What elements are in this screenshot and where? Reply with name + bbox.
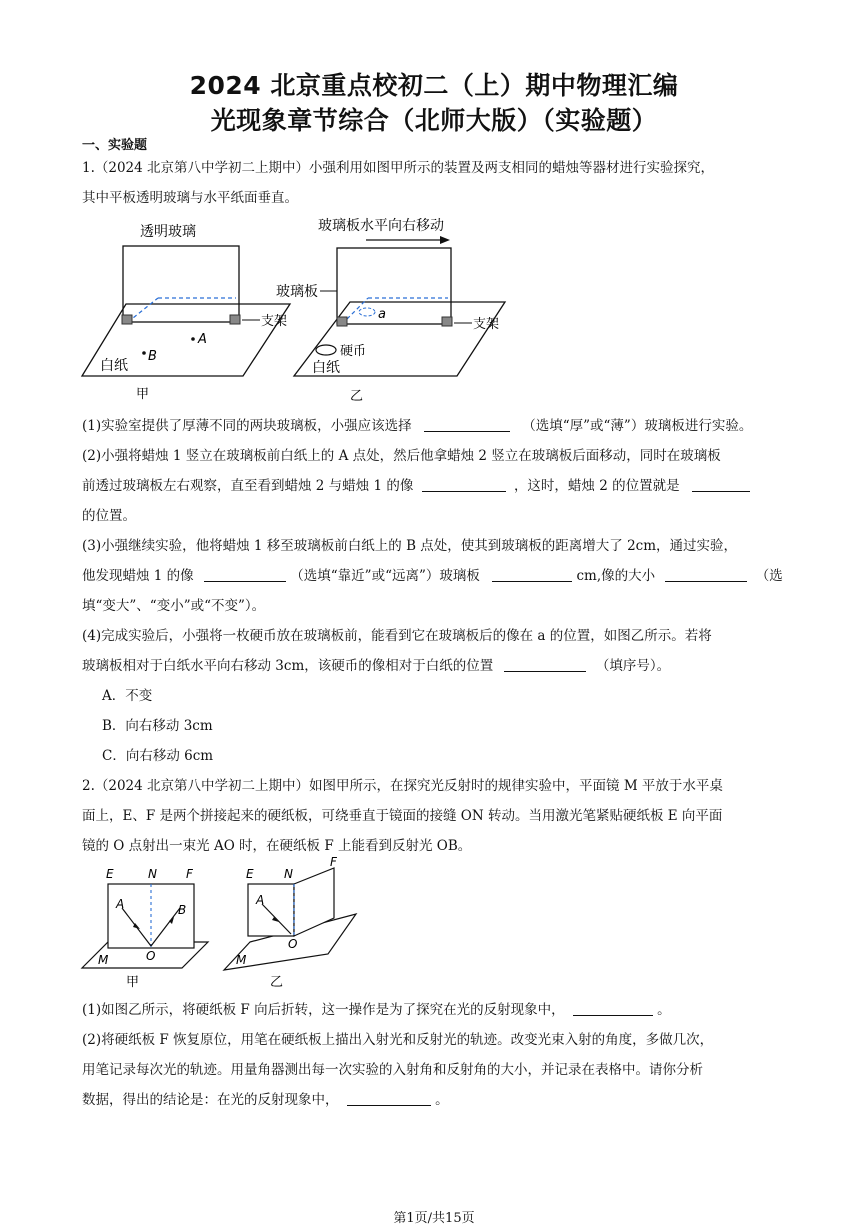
q1-part3-line1: (3)小强继续实验，他将蜡烛 1 移至玻璃板前白纸上的 B 点处，使其到玻璃板的距离增大了 2cm，通过实验，	[82, 538, 738, 554]
cardboard-e-shape	[248, 884, 294, 936]
q2-intro-line2: 面上，E、F 是两个拼接起来的硬纸板，可绕垂直于镜面的接缝 ON 转动。当用激光笔紧贴硬纸板 E 向平面	[82, 808, 723, 824]
stand-right-shape	[230, 315, 240, 324]
q1-part1-blank[interactable]	[424, 417, 510, 432]
label-m: M	[236, 953, 247, 967]
figure-caption-jia: 甲	[126, 975, 140, 990]
figure-q1-jia	[78, 214, 293, 404]
q1-part3-blank1[interactable]	[204, 567, 286, 582]
q1-part2-blank2[interactable]	[692, 477, 750, 492]
label-a: A	[256, 893, 265, 907]
label-n: N	[284, 867, 293, 881]
q1-part3-line2	[82, 564, 783, 584]
q1-part1-text-end: （选填“厚”或“薄”）玻璃板进行实验。	[522, 418, 753, 434]
label-o: O	[288, 937, 298, 951]
q1-part3-text-d: （选	[755, 568, 783, 584]
q2-part2-blank[interactable]	[347, 1091, 431, 1106]
page-title: 2024 北京重点校初二（上）期中物理汇编	[189, 71, 679, 100]
q2-part2-line1: (2)将硬纸板 F 恢复原位，用笔在硬纸板上描出入射光和反射光的轨迹。改变光束入射的角度，多做几次，	[82, 1032, 714, 1048]
q2-intro-line3: 镜的 O 点射出一束光 AO 时，在硬纸板 F 上能看到反射光 OB。	[82, 838, 472, 854]
q1-part3-blank3[interactable]	[665, 567, 747, 582]
q1-part2-blank1[interactable]	[422, 477, 506, 492]
q1-intro-line1: 1.（2024 北京第八中学初二上期中）小强利用如图甲所示的装置及两支相同的蜡烛等器材进行实验探究，	[82, 160, 715, 176]
point-b-dot	[142, 351, 146, 355]
label-coin: 硬币	[340, 344, 367, 359]
q1-part2-line3: 的位置。	[82, 508, 136, 524]
q2-part1-end: 。	[657, 1002, 671, 1018]
figure-q1-yi	[270, 210, 510, 405]
label-b: B	[178, 903, 187, 917]
label-image-a: a	[378, 307, 386, 322]
figure-caption-yi: 乙	[350, 389, 364, 404]
q1-part4-text-b: （填序号）。	[595, 658, 671, 674]
q1-part3-text-b: （选填“靠近”或“远离”）玻璃板	[290, 568, 480, 584]
label-f: F	[186, 867, 193, 881]
stand-left-shape	[337, 317, 347, 326]
q1-part4-text-a: 玻璃板相对于白纸水平向右移动 3cm，该硬币的像相对于白纸的位置	[82, 658, 494, 674]
stand-left-shape	[122, 315, 132, 324]
page-footer: 第1页/共15页	[393, 1211, 475, 1226]
q2-part1-blank[interactable]	[573, 1001, 653, 1016]
point-a-dot	[191, 337, 195, 341]
label-f: F	[330, 855, 337, 869]
q2-part2-text: 数据，得出的结论是：在光的反射现象中，	[82, 1092, 339, 1108]
figure-caption-yi: 乙	[270, 975, 284, 990]
q1-part3-blank2[interactable]	[492, 567, 572, 582]
q1-option-b[interactable]: B．向右移动 3cm	[102, 718, 213, 734]
label-o: O	[146, 949, 156, 963]
q1-part3-line3: 填“变大”、“变小”或“不变”）。	[82, 598, 266, 614]
label-e: E	[106, 867, 114, 881]
q1-part3-text-a: 他发现蜡烛 1 的像	[82, 568, 194, 584]
label-a: A	[198, 332, 207, 347]
figure-q2-yi	[218, 854, 368, 990]
q1-part4-line2	[82, 654, 670, 674]
label-m: M	[98, 953, 109, 967]
stand-right-shape	[442, 317, 452, 326]
coin-image-ellipse	[359, 308, 375, 316]
label-a: A	[116, 897, 125, 911]
q1-intro-line2: 其中平板透明玻璃与水平纸面垂直。	[82, 190, 298, 206]
glass-plate-shape	[123, 246, 239, 322]
q1-part3-text-c: cm,像的大小	[576, 568, 656, 584]
label-board: 玻璃板	[276, 284, 318, 300]
label-stand: 支架	[261, 314, 288, 329]
label-e: E	[246, 867, 254, 881]
q2-part2-end: 。	[435, 1092, 449, 1108]
label-n: N	[148, 867, 157, 881]
q1-part2-line2	[82, 474, 750, 494]
q1-part2-text-b: ，这时，蜡烛 2 的位置就是	[513, 478, 680, 494]
figure-caption-jia: 甲	[136, 387, 150, 402]
label-stand: 支架	[473, 317, 500, 332]
q1-part1-text: (1)实验室提供了厚薄不同的两块玻璃板，小强应该选择	[82, 418, 412, 434]
q1-part4-line1: (4)完成实验后，小强将一枚硬币放在玻璃板前，能看到它在玻璃板后的像在 a 的位置，如图乙所示。若将	[82, 628, 712, 644]
move-arrow-head	[440, 236, 450, 244]
q1-part2-text-a: 前透过玻璃板左右观察，直至看到蜡烛 2 与蜡烛 1 的像	[82, 478, 414, 494]
label-paper: 白纸	[312, 360, 340, 376]
coin-ellipse	[316, 345, 336, 355]
q2-intro-line1: 2.（2024 北京第八中学初二上期中）如图甲所示，在探究光反射时的规律实验中，平面镜 M 平放于水平桌	[82, 778, 723, 794]
label-glass: 透明玻璃	[140, 224, 196, 240]
section-heading: 一、实验题	[82, 138, 148, 153]
cardboard-f-folded-shape	[294, 868, 334, 936]
figure-q2-jia	[78, 862, 218, 990]
q1-option-c[interactable]: C．向右移动 6cm	[102, 748, 214, 764]
q2-part1-line	[82, 998, 671, 1018]
q1-option-a[interactable]: A．不变	[102, 688, 153, 704]
q2-part2-line2: 用笔记录每次光的轨迹。用量角器测出每一次实验的入射角和反射角的大小，并记录在表格中。请你分析	[82, 1062, 703, 1078]
label-move: 玻璃板水平向右移动	[318, 218, 444, 234]
q1-part4-blank[interactable]	[504, 657, 586, 672]
q1-part2-line1: (2)小强将蜡烛 1 竖立在玻璃板前白纸上的 A 点处，然后他拿蜡烛 2 竖立在玻璃板后面移动，同时在玻璃板	[82, 448, 721, 464]
label-b: B	[148, 349, 157, 364]
q2-part1-text: (1)如图乙所示，将硬纸板 F 向后折转，这一操作是为了探究在光的反射现象中，	[82, 1002, 565, 1018]
label-paper: 白纸	[100, 358, 128, 374]
q1-part1-line	[82, 414, 752, 434]
q2-part2-line3	[82, 1088, 449, 1108]
page-subtitle: 光现象章节综合（北师大版）（实验题）	[210, 106, 658, 135]
